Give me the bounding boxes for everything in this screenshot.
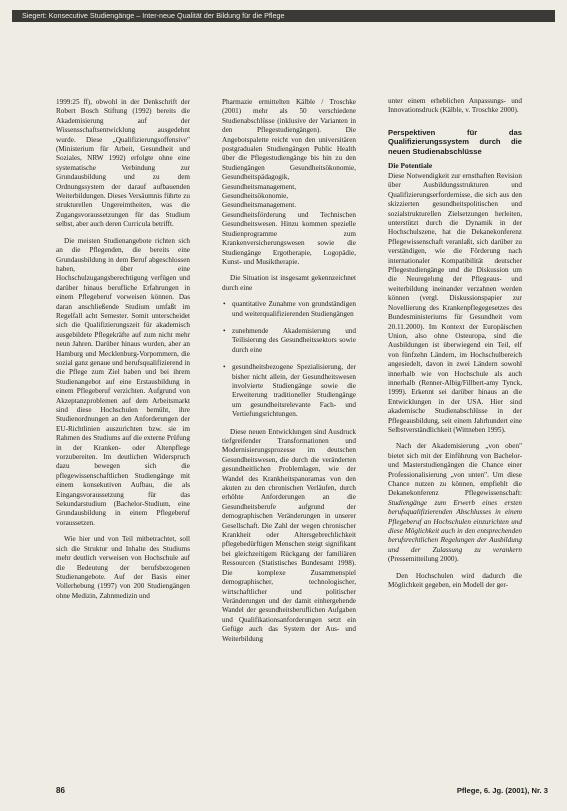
paragraph: 1999:25 ff), obwohl in der Denkschrift der Robert Bosch Stiftung (1992) bereits die Akademisierung auf der Wissensschaftsentwicklung ausgedehnt wurde. Diese „Qualifizierungsoffensive" (Ministerium für Arbeit, Gesundheit und Soziales, NRW 1992) erfolgte ohne eine systematische Verbindung zur Grundausbildung und zu dem Ordnungssystem der darauf aufbauenden Weiterbildungen. Dieses Versäumnis führte zu strukturellen Ungereimtheiten, was die Zugangsvoraussetzungen für das Studium selbst, aber auch deren Curricula betrifft. <box>56 98 190 229</box>
page-number: 86 <box>56 786 65 795</box>
paragraph: Diese Notwendigkeit zur ernsthaften Revision über Ausbildungsstrukturen und Qualifizierungserfordernisse, die sich aus den skizzierten gesundheitspolitischen und sozialstrukturellen Zielsetzungen herleiten, unterstützt durch die Dynamik in der Hochschulszene, hat die Dekanekonferenz Pflegewissenschaft veranlaßt, sich darüber zu verständigen, wie die Förderung nach internationaler Kompatibilität deutscher Pflegestudiengänge und die Diskussion um die Neuregelung der Pflegeaus- und weiterbildung ineinander verzahnen werden können (vergl. Diskussionspapier zur Novellierung des Krankenpflegegesetzes des Bundesministeriums für Gesundheit vom 20.11.2000). Im Kontext der Europäischen Union, also ohne Osteuropa, sind die Ausbildungen ist überwiegend ein Teil, elf von fünfzehn Ländern, im Hochschulbereich angesiedelt, davon in zwei Ländern sowohl innerhalb wie von Hochschule als auch innerhalb (Renner-Albig/Fillbert-amy Tynck, 1999). Erkennt sei darüber hinaus an die Entwicklungen in der USA. Hier sind akademische Studienabschlüsse in der Pflegeausbildung, seit einem Jahrhundert eine Selbstverständlichkeit (Wittneben 1995). <box>388 172 522 434</box>
paragraph: Pharmazie ermittelten Kälble / Troschke (2001) mehr als 50 verschiedene Studienabschlüsse (inklusive der Varianten in den Pflegestudiengängen). Die Angebotspalette reicht von den universitären postgradualen Studiengängen Public Health über die Pflegestudiengänge bis hin zu den Studiengängen Gesundheitsökonomie, Gesundheitspädagogik, Gesundheitsmanagement, Gesundheitsökonomie, Gesundheitsmanagement. Gesundheitsförderung und Technischen Gesundheitswesen. Hinzu kommen spezielle Studienprogramme zum Krankenversicherungswesen sowie die Studiengänge Ergotherapie, Logopädie, Kunst- und Musiktherapie. <box>222 98 356 266</box>
paragraph <box>388 442 522 564</box>
text-column-3 <box>388 97 522 597</box>
paragraph: unter einem erheblichen Anpassungs- und Innovationsdruck (Kälble, v. Troschke 2000). <box>388 97 522 115</box>
paragraph: Den Hochschulen wird dadurch die Möglichkeit gegeben, ein Modell der ger- <box>388 571 522 590</box>
paragraph-text: Nach der Akademisierung „von oben" bietet sich mit der Einführung von Bachelor- und Masterstudiengängen die Chance einer Professionalisierung „von unten". Um diese Chance nutzen zu können, empfiehlt die Dekanekonferenz Pflegewissenschaft: <box>388 442 522 498</box>
paragraph: Diese neuen Entwicklungen sind Ausdruck tiefgreifender Transformationen und Modernisierungsprozesse im deutschen Gesundheitswesen, die durch die veränderten gesundheitlichen Problemlagen, wie der Wandel des Krankheitspanoramas von den akuten zu den chronischen Verläufen, durch erhöhte Anforderungen an die Gesundheitsberufe aufgrund der demographischen Veränderungen in unserer Gesellschaft. Die Zahl der wegen chronischer Krankheit oder Altersgebrechlichkeit pflegebedürftigen Menschen steigt signifikant bei gleichzeitigem Rückgang der familiären Ressourcen (Statistisches Bundesamt 1998). Die komplexe Zusammenspiel demographischer, technologischer, wirtschaftlicher und politischer Veränderungen und der damit einhergehende Wandel der gesundheitsberuflichen Aufgaben und Qualifikationsanforderungen setzt ein Gefüge auch das System der Aus- und Weiterbildung <box>222 427 356 643</box>
section-heading: Perspektiven für das Qualifizierungssystem durch die neuen Studienabschlüsse <box>388 127 522 156</box>
paragraph: Die meisten Studienangebote richten sich an die Pflegenden, die bereits eine Grundausbildung in dem Beruf abgeschlossen haben, über eine Hochschulzugangsberechtigung verfügen und darüber hinaus berufliche Erfahrungen in einem Pflegeberuf vorweisen können. Das daran anschließende Studium umfaßt im Regelfall acht Semester. Somit unterscheidet sich die Qualifizierungszeit für akademisch ausgebildete Pflegekräfte auf zum nicht mehr neun Jahren. Darüber hinaus wurden, aber an Hamburg und Mecklenburg-Vorpommern, die sozial ganz genaue und berufsqualifizierend in die Pflege zum Ziel haben und bei ihrem Studienangebot auf eine Erstausbildung in einem Pflegeberuf verzichten. Aufgrund von Akzeptanzproblemen auf dem Arbeitsmarkt sind diese Hochschulen bemüht, ihre Studienordnungen an den Anforderungen der EU-Richtlinien auszurichten bzw. sie im Rahmen des Studiums auf die externe Prüfung in der Kranken- oder Altenpflege vorzubereiten. Im deutlichen Widerspruch dazu bewegen sich die pflegewissenschaftlichen Studiengänge mit einem konsekutiven Aufbau, die als Eingangsvoraussetzung für das Sekundarstudium (Bachelor-Studium, eine Grundausbildung in einem Pflegeberuf voraussetzen. <box>56 236 190 527</box>
list-item: • zunehmende Akademisierung und Teilisierung des Gesundheitssektors sowie durch eine <box>232 327 356 355</box>
paragraph: Die Situation ist insgesamt gekennzeichnet durch eine <box>222 274 356 292</box>
running-header: Siegert: Konsecutive Studiengänge – Inter-neue Qualität der Bildung für die Pflege <box>12 10 555 22</box>
citation-text: (Pressemitteilung 2000). <box>388 555 459 564</box>
text-column-2 <box>222 98 356 651</box>
bullet-list <box>222 300 356 419</box>
emphasized-text: Studiengänge zum Erwerb eines ersten berufsqualifizierenden Abschlusses in einem Pflegeberuf an Hochschulen einzurichten und diese Möglichkeit auch in den entsprechenden berufsrechtlichen Regelungen der Ausbildung und der Zulassung zu verankern <box>388 498 522 554</box>
list-item: • quantitative Zunahme von grundständigen und weiterqualifizierenden Studiengängen <box>232 300 356 319</box>
subsection-heading: Die Potentiale <box>388 160 433 170</box>
text-column-1 <box>56 98 190 608</box>
list-item: • gesundheitsbezogene Spezialisierung, der bisher nicht allein, der Gesundheitswesen involvierte Studiengänge sowie die Erweiterung traditioneller Studiengänge um gesundheitsrelevante Fach- und Vertiefungsrichtungen. <box>232 363 356 419</box>
paragraph: Wie hier und von Teil mitbetrachtet, soll sich die Struktur und Inhalte des Studiums mehr deutlich verweisen von Hochschule auf die Bedeutung der berufsbezogenen Studienangebote. Auf der Basis einer Vollerhebung (1997) von 200 Studiengängen ohne Medizin, Zahnmedizin und <box>56 535 190 600</box>
journal-citation: Pflege, 6. Jg. (2001), Nr. 3 <box>456 786 548 795</box>
